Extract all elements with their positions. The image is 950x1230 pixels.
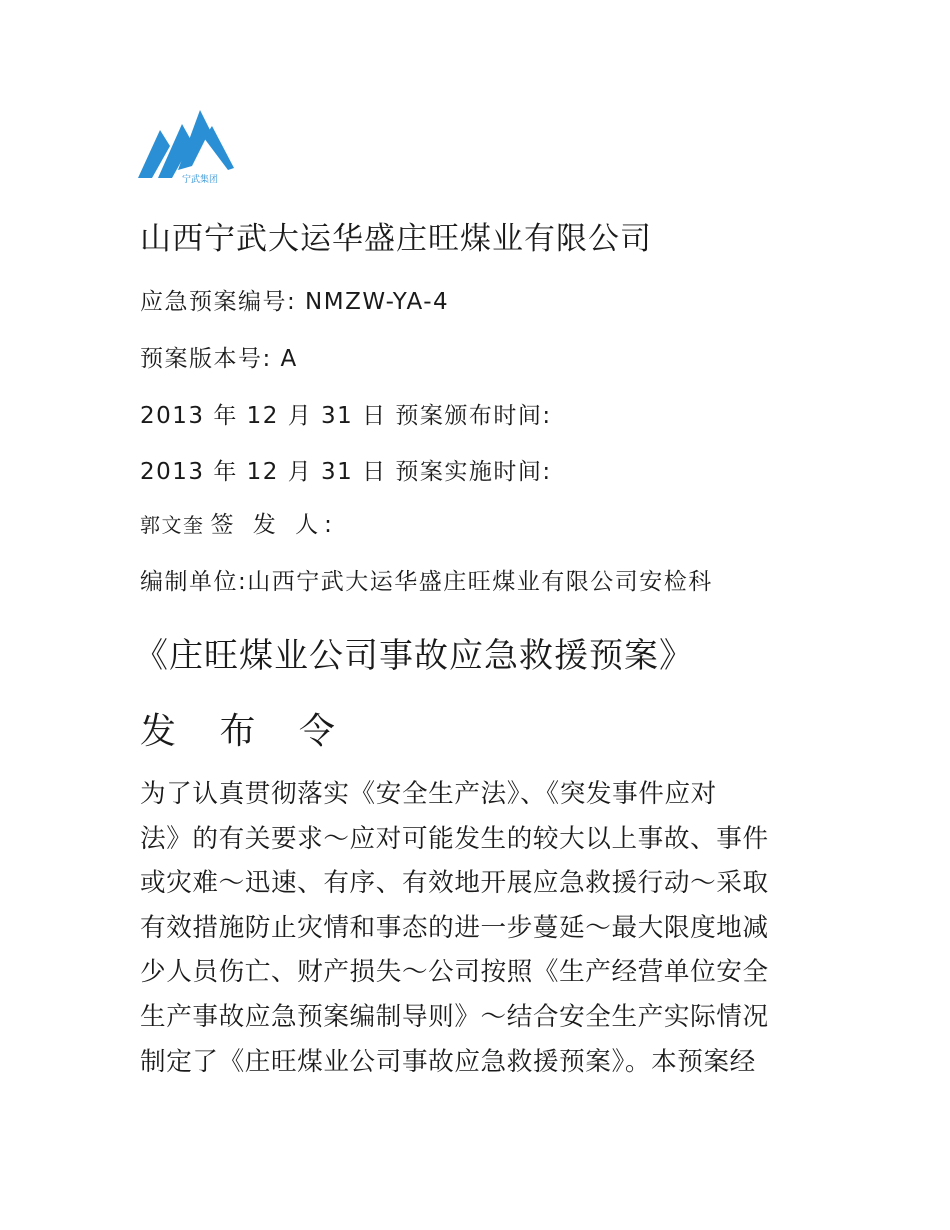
body-line: 生产事故应急预案编制导则》～结合安全生产实际情况 [140, 1001, 769, 1032]
version-number: 预案版本号: A [140, 346, 298, 372]
decree-heading: 发 布 令 [140, 711, 351, 752]
company-name: 山西宁武大运华盛庄旺煤业有限公司 [140, 221, 652, 257]
signer-label: 签 发 人: [210, 512, 338, 538]
publish-date: 2013 年 12 月 31 日 预案颁布时间: [140, 403, 552, 429]
body-line: 制定了《庄旺煤业公司事故应急救援预案》。本预案经 [140, 1046, 756, 1077]
implement-date: 2013 年 12 月 31 日 预案实施时间: [140, 459, 552, 485]
plan-number: 应急预案编号: NMZW-YA-4 [140, 289, 450, 315]
body-line: 少人员伤亡、财产损失～公司按照《生产经营单位安全 [140, 957, 769, 988]
document-title: 《庄旺煤业公司事故应急救援预案》 [134, 636, 694, 676]
body-line: 法》的有关要求～应对可能发生的较大以上事故、事件 [140, 823, 769, 854]
body-line: 或灾难～迅速、有序、有效地开展应急救援行动～采取 [140, 868, 769, 899]
body-paragraph [140, 772, 816, 1084]
body-line: 有效措施防止灾情和事态的进一步蔓延～最大限度地减 [140, 912, 769, 943]
body-line: 为了认真贯彻落实《安全生产法》、《突发事件应对 [140, 779, 717, 809]
signer-name: 郭文奎 [140, 513, 205, 537]
compiler-unit: 编制单位:山西宁武大运华盛庄旺煤业有限公司安检科 [140, 569, 713, 595]
logo-caption: 宁武集团 [182, 175, 219, 185]
signer-line [140, 506, 338, 539]
